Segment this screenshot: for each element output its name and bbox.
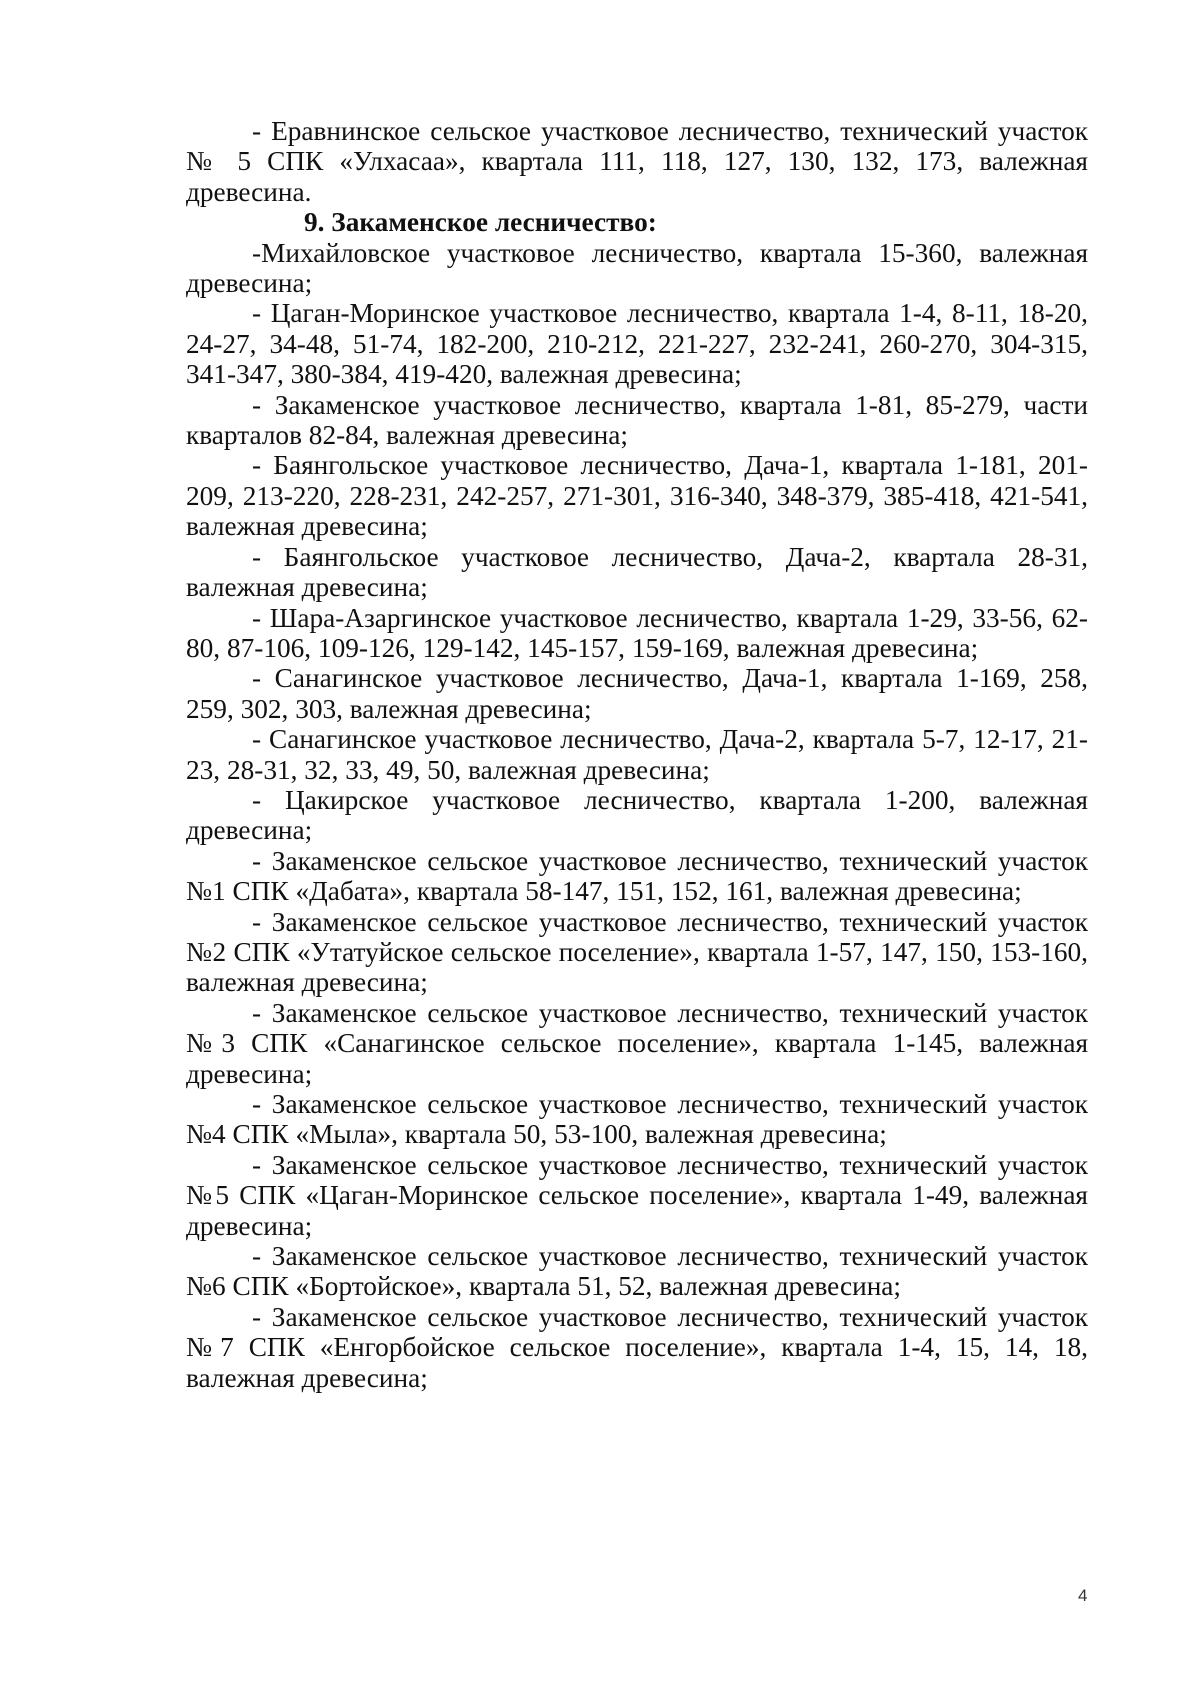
- paragraph-sanaga-dacha-2: - Санагинское участковое лесничество, Дача-2, квартала 5-7, 12-17, 21-23, 28-31, 32, 33, 49, 50, валежная древесина;: [186, 724, 1088, 785]
- paragraph-bayangol-dacha-2: - Баянгольское участковое лесничество, Дача-2, квартала 28-31, валежная древесина;: [186, 541, 1088, 603]
- document-body: [186, 116, 1088, 1393]
- paragraph-tech-6-bortoy: - Закаменское сельское участковое лесничество, технический участок №6 СПК «Бортойское», квартала 51, 52, валежная древесина;: [186, 1241, 1088, 1302]
- page-number: 4: [1078, 1586, 1088, 1605]
- paragraph-tsagan-morin: - Цаган-Моринское участковое лесничество, квартала 1-4, 8-11, 18-20, 24-27, 34-48, 51-74, 182-200, 210-212, 221-227, 232-241, 260-270, 304-315, 341-347, 380-384, 419-420, валежная древесина;: [186, 298, 1088, 390]
- paragraph-tech-7-engorboy: - Закаменское сельское участковое лесничество, технический участок №7 СПК «Енгорбойское сельское поселение», квартала 1-4, 15, 14, 18, валежная древесина;: [186, 1301, 1088, 1393]
- paragraph-zakamenskoe: - Закаменское участковое лесничество, квартала 1-81, 85-279, части кварталов 82-84, валежная древесина;: [186, 389, 1088, 451]
- paragraph-sanaga-dacha-1: - Санагинское участковое лесничество, Дача-1, квартала 1-169, 258, 259, 302, 303, валежная древесина;: [186, 663, 1088, 724]
- paragraph-tsakir: - Цакирское участковое лесничество, квартала 1-200, валежная древесина;: [186, 784, 1088, 846]
- paragraph-tech-1-dabata: - Закаменское сельское участковое лесничество, технический участок №1 СПК «Дабата», квартала 58-147, 151, 152, 161, валежная древесина;: [186, 845, 1088, 907]
- paragraph-tech-2-utatuy: - Закаменское сельское участковое лесничество, технический участок №2 СПК «Утатуйское сельское поселение», квартала 1-57, 147, 150, 153-160, валежная древесина;: [186, 906, 1088, 998]
- paragraph-bayangol-dacha-1: - Баянгольское участковое лесничество, Дача-1, квартала 1-181, 201-209, 213-220, 228-231, 242-257, 271-301, 316-340, 348-379, 385-418, 421-541, валежная древесина;: [186, 450, 1088, 542]
- paragraph-shara-azarga: - Шара-Азаргинское участковое лесничество, квартала 1-29, 33-56, 62-80, 87-106, 109-126, 129-142, 145-157, 159-169, валежная древесина;: [186, 602, 1088, 663]
- paragraph-mikhailovskoe: -Михайловское участковое лесничество, квартала 15-360, валежная древесина;: [186, 237, 1088, 299]
- paragraph-tech-4-myla: - Закаменское сельское участковое лесничество, технический участок №4 СПК «Мыла», квартала 50, 53-100, валежная древесина;: [186, 1089, 1088, 1150]
- paragraph-eravna-tech-5: - Еравнинское сельское участковое лесничество, технический участок № 5 СПК «Улхасаа», квартала 111, 118, 127, 130, 132, 173, валежная древесина.: [186, 116, 1088, 207]
- paragraph-tech-3-sanaga: - Закаменское сельское участковое лесничество, технический участок №3 СПК «Санагинское сельское поселение», квартала 1-145, валежная древесина;: [186, 997, 1088, 1089]
- paragraph-tech-5-tsagan-morin: - Закаменское сельское участковое лесничество, технический участок №5 СПК «Цаган-Моринское сельское поселение», квартала 1-49, валежная древесина;: [186, 1149, 1088, 1241]
- section-heading-zakamensk: 9. Закаменское лесничество:: [304, 207, 657, 238]
